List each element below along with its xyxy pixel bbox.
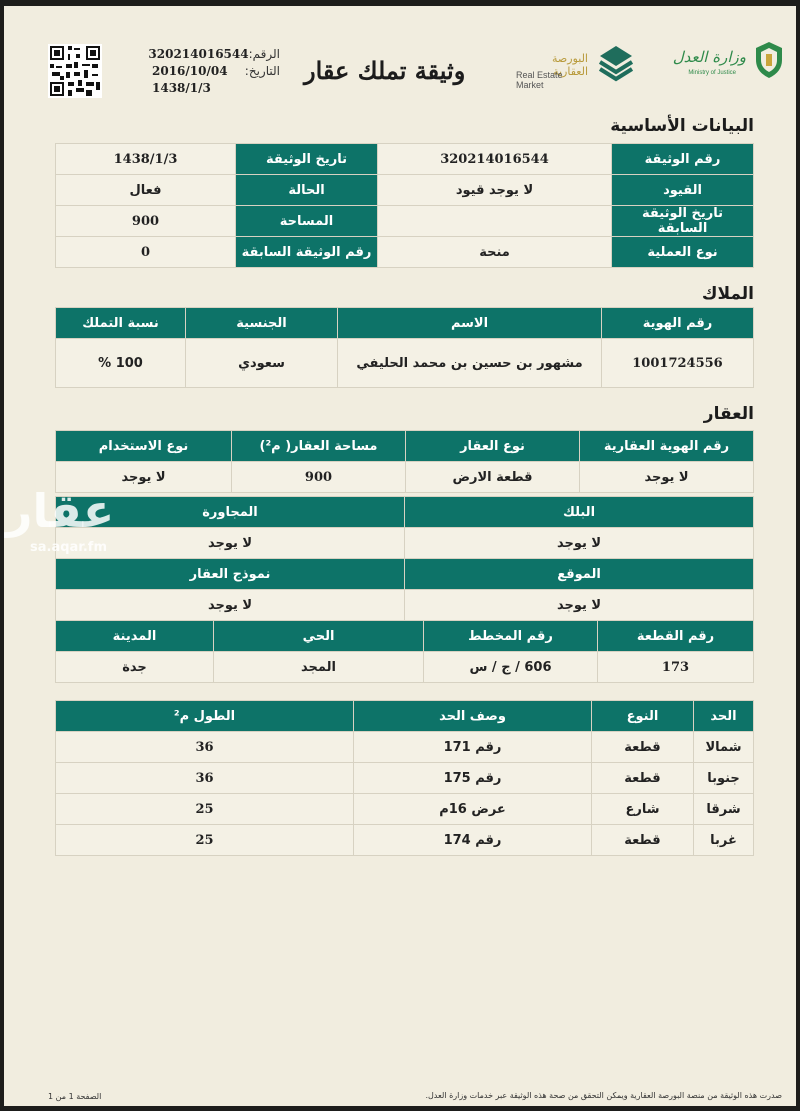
property-header-plan: رقم المخطط	[424, 621, 598, 652]
document-page	[4, 6, 796, 1106]
owner-share: 100 %	[56, 339, 186, 388]
bound-type: شارع	[592, 794, 694, 825]
footer-note: صدرت هذه الوثيقة من منصة البورصة العقارية ويمكن التحقق من صحة هذه الوثيقة عبر خدمات وزارة العدل.	[425, 1091, 782, 1100]
basic-value: 320214016544	[378, 144, 612, 175]
owners-table	[55, 307, 754, 388]
document-meta	[148, 46, 280, 97]
basic-label: المساحة	[236, 206, 378, 237]
owner-id: 1001724556	[602, 339, 754, 388]
property-table-2	[55, 496, 754, 621]
table-row	[56, 825, 754, 856]
owners-header-name: الاسم	[338, 308, 602, 339]
meta-date: التاريخ: 2016/10/04	[152, 64, 280, 78]
meta-number: الرقم: 320214016544	[148, 47, 280, 61]
property-id: لا يوجد	[580, 462, 754, 493]
owners-header-id: رقم الهوية	[602, 308, 754, 339]
table-row	[56, 339, 754, 388]
property-location: لا يوجد	[405, 590, 754, 621]
meta-hijri: 1438/1/3	[152, 81, 211, 95]
basic-value: 1438/1/3	[56, 144, 236, 175]
owners-header-share: نسبة التملك	[56, 308, 186, 339]
owner-name: مشهور بن حسين بن محمد الحليفي	[338, 339, 602, 388]
bound-desc: عرض 16م	[354, 794, 592, 825]
basic-value: 900	[56, 206, 236, 237]
property-header-area: مساحة العقار( م²)	[232, 431, 406, 462]
basic-value: 0	[56, 237, 236, 268]
bound-length: 36	[56, 763, 354, 794]
bounds-header-length: الطول م²	[56, 701, 354, 732]
bound-side: شمالا	[694, 732, 754, 763]
basic-value: منحة	[378, 237, 612, 268]
property-header-usage: نوع الاستخدام	[56, 431, 232, 462]
table-row	[56, 462, 754, 493]
property-city: جدة	[56, 652, 214, 683]
property-header-district: الحي	[214, 621, 424, 652]
basic-label: رقم الوثيقة	[612, 144, 754, 175]
bound-length: 25	[56, 825, 354, 856]
ministry-emblem-icon	[752, 40, 786, 80]
bound-side: جنوبا	[694, 763, 754, 794]
logos	[516, 40, 786, 90]
bounds-header-side: الحد	[694, 701, 754, 732]
property-title: العقار	[703, 404, 754, 424]
watermark-main: عقار	[6, 484, 115, 538]
watermark-sub: sa.aqar.fm	[30, 540, 107, 555]
property-type: قطعة الارض	[406, 462, 580, 493]
page-number: الصفحة 1 من 1	[48, 1092, 102, 1101]
bound-length: 25	[56, 794, 354, 825]
table-row	[56, 559, 754, 590]
property-header-city: المدينة	[56, 621, 214, 652]
property-plot: 173	[598, 652, 754, 683]
basic-label: الحالة	[236, 175, 378, 206]
real-estate-market-ar: البورصة العقارية	[552, 52, 588, 78]
bound-desc: رقم 171	[354, 732, 592, 763]
bound-side: شرقا	[694, 794, 754, 825]
bound-side: غربا	[694, 825, 754, 856]
table-row	[56, 652, 754, 683]
property-header-model: نموذج العقار	[56, 559, 405, 590]
table-row	[56, 590, 754, 621]
ministry-logo-subtext: Ministry of Justice	[688, 70, 736, 76]
document-title: وثيقة تملك عقار	[304, 56, 466, 85]
bound-type: قطعة	[592, 732, 694, 763]
property-header-type: نوع العقار	[406, 431, 580, 462]
property-model: لا يوجد	[56, 590, 405, 621]
table-row	[56, 528, 754, 559]
owner-nationality: سعودي	[186, 339, 338, 388]
bounds-header-desc: وصف الحد	[354, 701, 592, 732]
bounds-table	[55, 700, 754, 856]
property-header-location: الموقع	[405, 559, 754, 590]
property-plan: 606 / ج / س	[424, 652, 598, 683]
bound-type: قطعة	[592, 763, 694, 794]
basic-label: نوع العملية	[612, 237, 754, 268]
basic-label: رقم الوثيقة السابقة	[236, 237, 378, 268]
table-row	[56, 175, 754, 206]
owners-header-nationality: الجنسية	[186, 308, 338, 339]
property-area: 900	[232, 462, 406, 493]
property-table-3	[55, 620, 754, 683]
table-row	[56, 431, 754, 462]
property-header-adjacent: المجاورة	[56, 497, 405, 528]
basic-label: القيود	[612, 175, 754, 206]
table-row	[56, 621, 754, 652]
basic-data-title: البيانات الأساسية	[610, 116, 754, 136]
property-header-block: البلك	[405, 497, 754, 528]
basic-label: تاريخ الوثيقة	[236, 144, 378, 175]
real-estate-market-icon	[596, 42, 636, 82]
basic-value: لا يوجد قيود	[378, 175, 612, 206]
table-row	[56, 794, 754, 825]
table-row	[56, 763, 754, 794]
table-row	[56, 732, 754, 763]
table-row	[56, 237, 754, 268]
bound-length: 36	[56, 732, 354, 763]
property-usage: لا يوجد	[56, 462, 232, 493]
basic-value	[378, 206, 612, 237]
property-adjacent: لا يوجد	[56, 528, 405, 559]
bound-desc: رقم 175	[354, 763, 592, 794]
table-row	[56, 144, 754, 175]
property-header-id: رقم الهوية العقارية	[580, 431, 754, 462]
basic-value: فعال	[56, 175, 236, 206]
table-row	[56, 497, 754, 528]
qr-code-icon	[48, 44, 102, 98]
basic-label: تاريخ الوثيقة السابقة	[612, 206, 754, 237]
property-block: لا يوجد	[405, 528, 754, 559]
property-table-1	[55, 430, 754, 493]
bound-type: قطعة	[592, 825, 694, 856]
bound-desc: رقم 174	[354, 825, 592, 856]
property-header-plot: رقم القطعة	[598, 621, 754, 652]
property-district: المجد	[214, 652, 424, 683]
table-row	[56, 206, 754, 237]
ministry-logo-text: وزارة العدل	[672, 48, 746, 66]
real-estate-market-en: Real Estate Market	[516, 70, 563, 90]
owners-title: الملاك	[701, 284, 754, 304]
bounds-header-type: النوع	[592, 701, 694, 732]
basic-data-table	[55, 143, 754, 268]
